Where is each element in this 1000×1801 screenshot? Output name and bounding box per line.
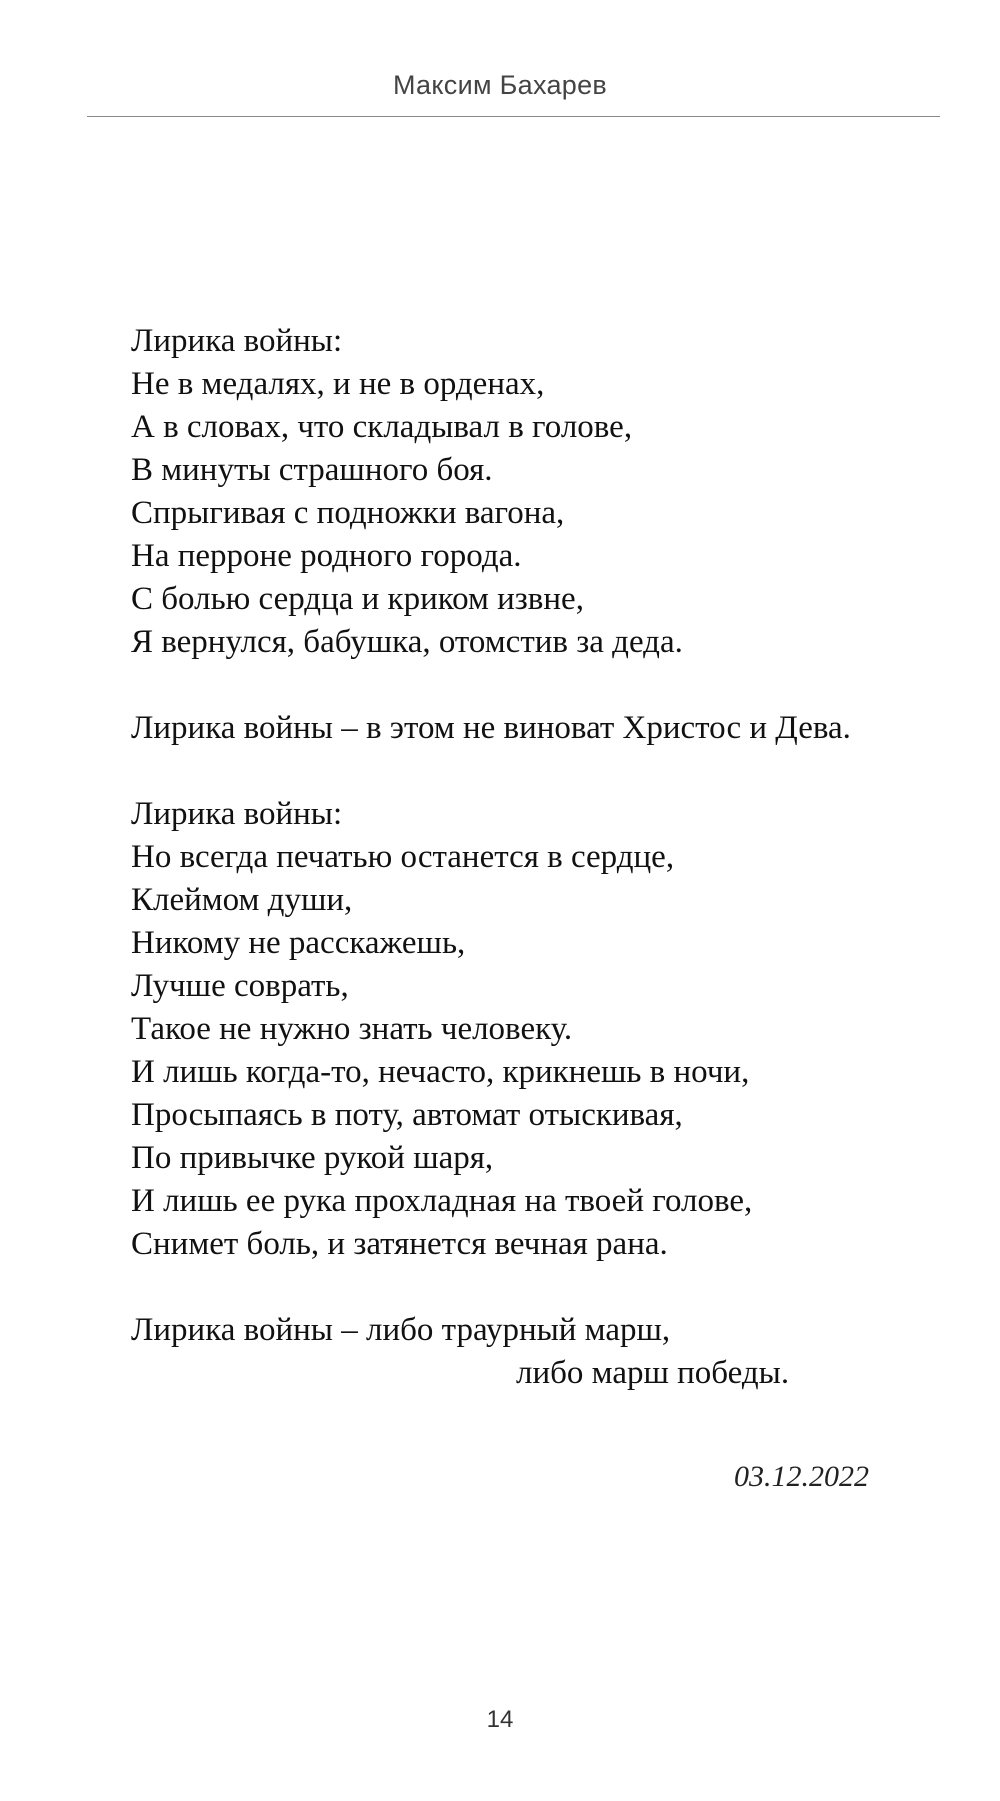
poem-line: Не в медалях, и не в орденах, bbox=[131, 366, 545, 402]
stanza-2 bbox=[131, 707, 971, 750]
poem-line: По привычке рукой шаря, bbox=[131, 1140, 494, 1176]
stanza-4 bbox=[131, 1309, 971, 1395]
poem-line: На перроне родного города. bbox=[131, 538, 522, 574]
poem-line: В минуты страшного боя. bbox=[131, 452, 493, 488]
poem-line: А в словах, что складывал в голове, bbox=[131, 409, 633, 445]
poem-line: Но всегда печатью останется в сердце, bbox=[131, 839, 675, 875]
poem-line: И лишь когда-то, нечасто, крикнешь в ночи, bbox=[131, 1054, 750, 1090]
page-number: 14 bbox=[486, 1706, 514, 1733]
poem-line-indented: либо марш победы. bbox=[516, 1355, 790, 1391]
poem-line: Просыпаясь в поту, автомат отыскивая, bbox=[131, 1097, 683, 1133]
poem-body bbox=[131, 320, 971, 1438]
poem-line: Клеймом души, bbox=[131, 882, 353, 918]
poem-line: Никому не расскажешь, bbox=[131, 925, 466, 961]
poem-line: Снимет боль, и затянется вечная рана. bbox=[131, 1226, 668, 1262]
header-divider bbox=[87, 116, 940, 117]
poem-line: Лирика войны: bbox=[131, 323, 343, 359]
poem-line: Лирика войны – либо траурный марш, bbox=[131, 1312, 671, 1348]
poem-date: 03.12.2022 bbox=[734, 1460, 869, 1493]
poem-line: Спрыгивая с подножки вагона, bbox=[131, 495, 565, 531]
poem-line: С болью сердца и криком извне, bbox=[131, 581, 584, 617]
poem-line: Лирика войны: bbox=[131, 796, 343, 832]
poem-line: Такое не нужно знать человеку. bbox=[131, 1011, 573, 1047]
stanza-1 bbox=[131, 320, 971, 664]
poem-line: Лирика войны – в этом не виноват Христос и Дева. bbox=[131, 710, 851, 746]
poem-line: Лучше соврать, bbox=[131, 968, 349, 1004]
running-head-author: Максим Бахарев bbox=[392, 70, 608, 100]
stanza-3 bbox=[131, 793, 971, 1266]
poem-line: Я вернулся, бабушка, отомстив за деда. bbox=[131, 624, 683, 660]
poem-line: И лишь ее рука прохладная на твоей голове, bbox=[131, 1183, 753, 1219]
